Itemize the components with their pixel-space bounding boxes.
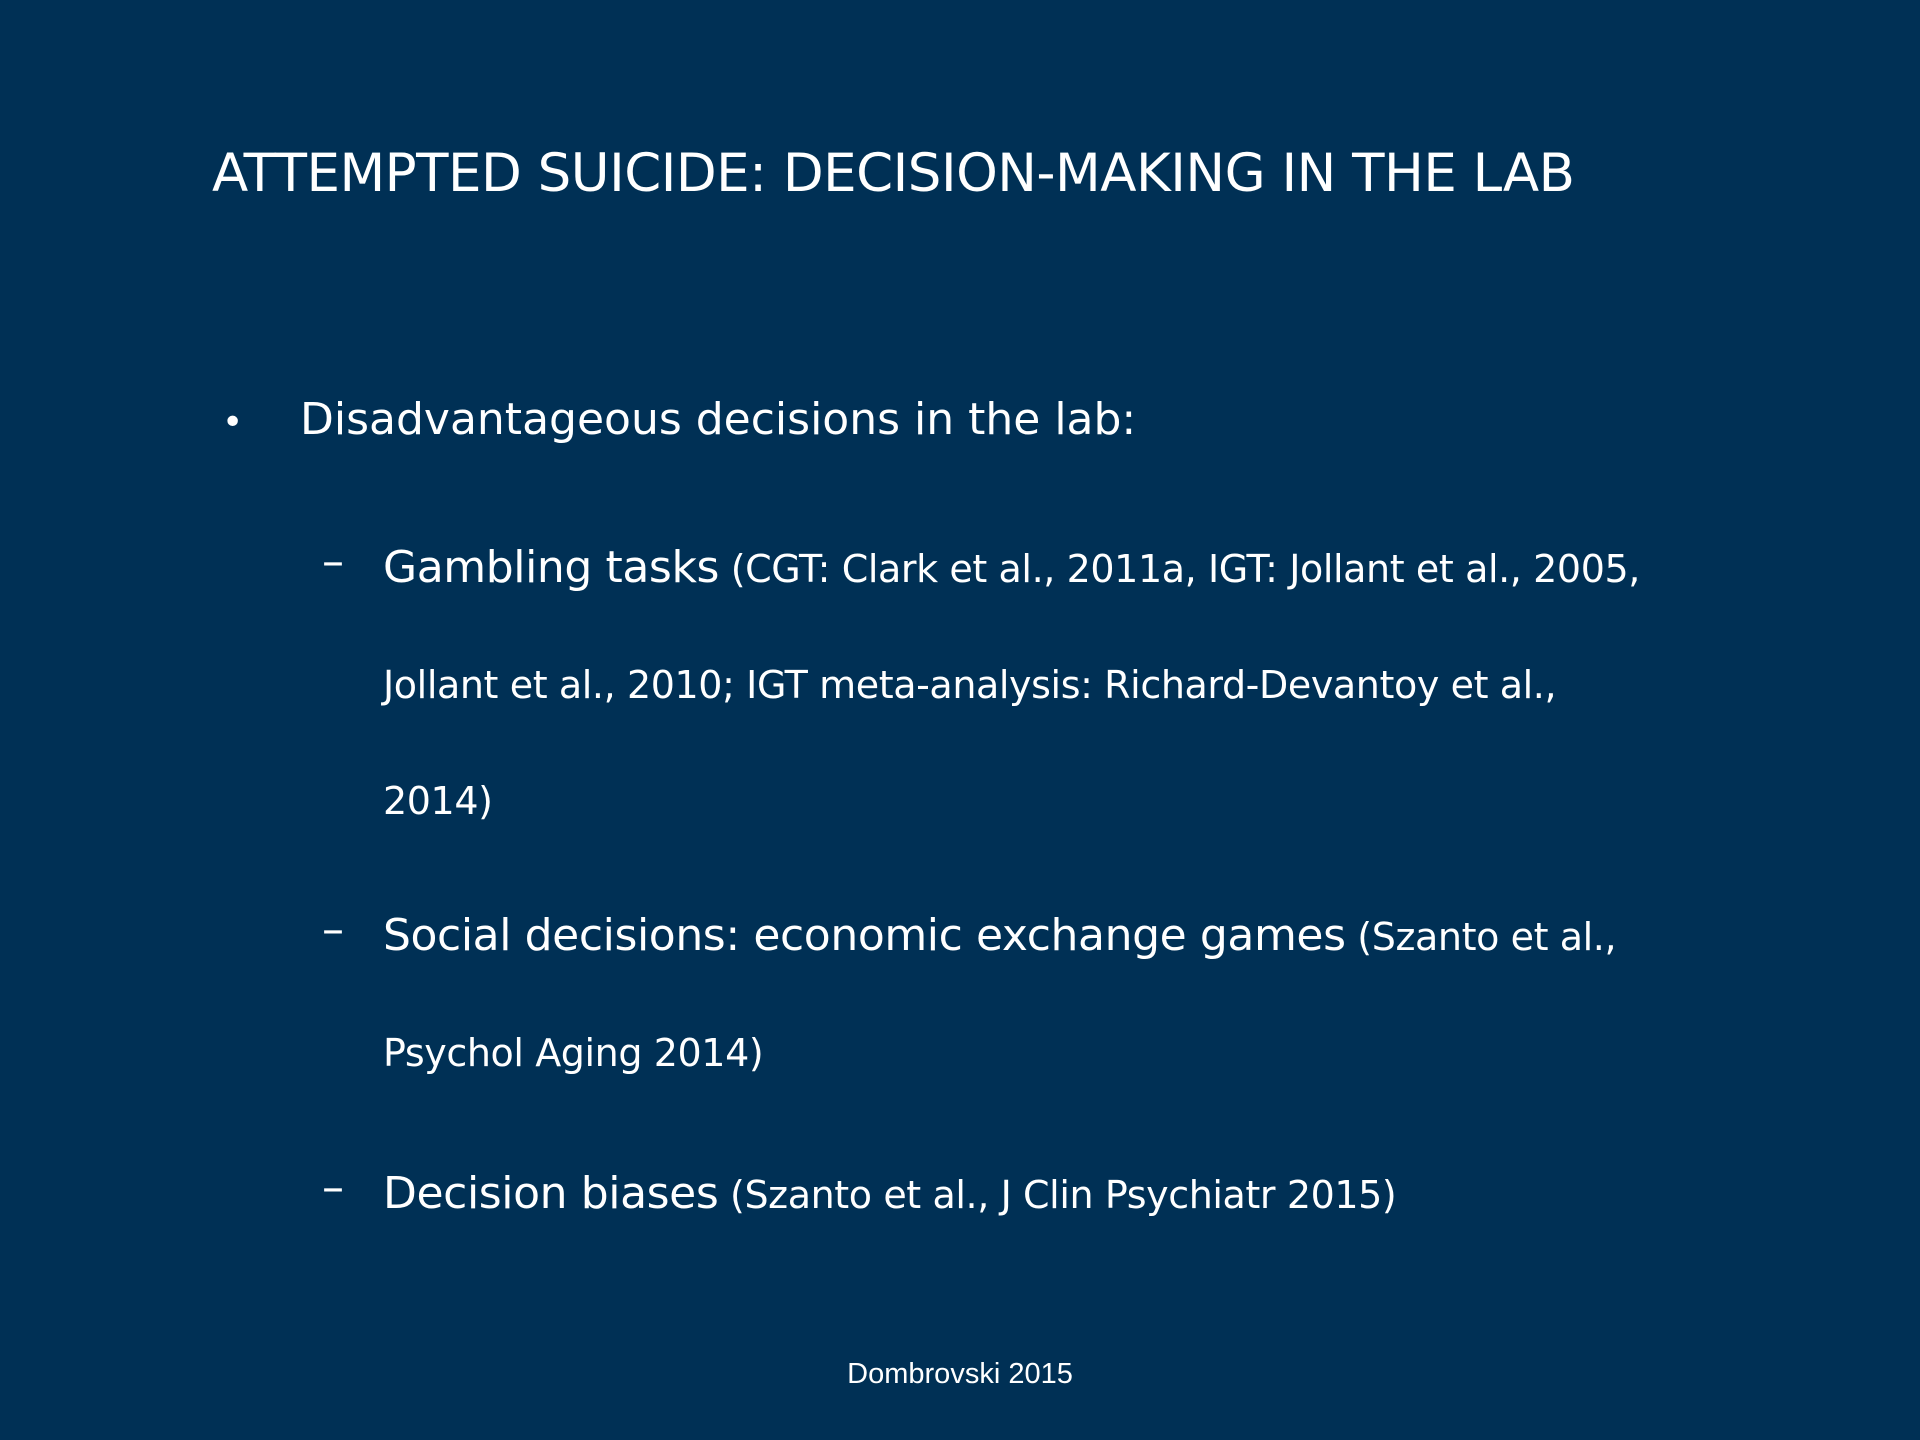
sub-item-lead: Decision biases: [383, 1168, 719, 1219]
sub-item-citation: (Szanto et al., Psychol Aging 2014): [383, 915, 1617, 1075]
slide-footer: Dombrovski 2015: [847, 1358, 1073, 1390]
slide-title: ATTEMPTED SUICIDE: DECISION-MAKING IN THE LAB: [212, 143, 1575, 204]
sub-item-lead: Social decisions: economic exchange games: [383, 910, 1346, 961]
sub-item-body: [383, 878, 1673, 1111]
bullet-text: Disadvantageous decisions in the lab:: [300, 394, 1137, 445]
sub-item-body: [383, 1136, 1673, 1253]
sub-item-lead: Gambling tasks: [383, 542, 720, 593]
sub-item-citation: (Szanto et al., J Clin Psychiatr 2015): [718, 1173, 1397, 1217]
dash-marker: –: [322, 1162, 344, 1213]
dash-marker: –: [322, 904, 344, 955]
bullet-marker: •: [222, 402, 244, 443]
sub-item-social-decisions: [322, 878, 1673, 1111]
sub-item-body: [383, 510, 1673, 859]
sub-item-decision-biases: [322, 1136, 1673, 1253]
bullet-item: [222, 386, 1136, 457]
sub-item-gambling-tasks: [322, 510, 1673, 859]
dash-marker: –: [322, 536, 344, 587]
sub-item-citation: (CGT: Clark et al., 2011a, IGT: Jollant et al., 2005, Jollant et al., 2010; IGT meta-analysis: Richard-Devantoy et al., 2014): [383, 547, 1640, 823]
